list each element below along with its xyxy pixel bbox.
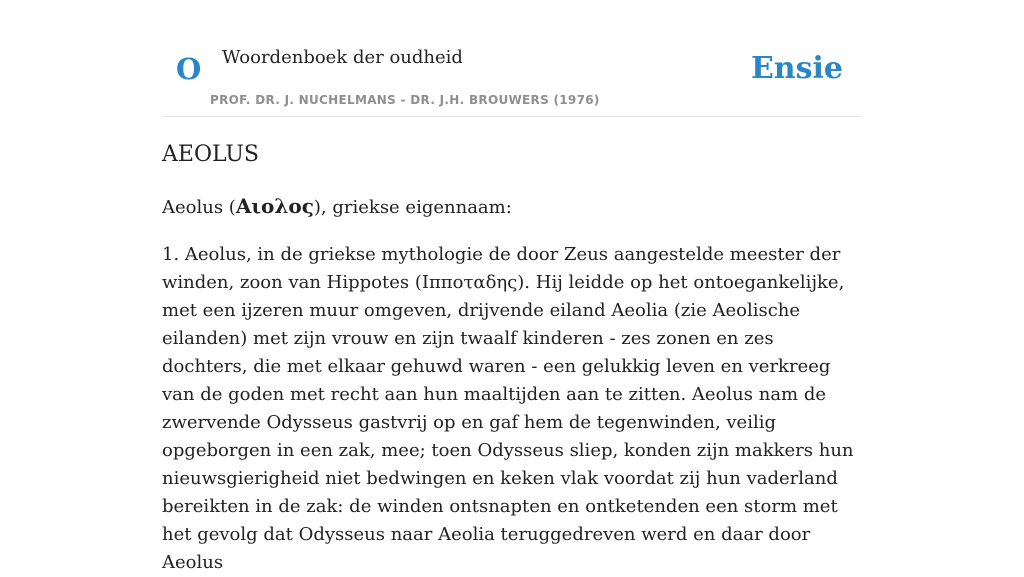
book-header [162, 0, 862, 117]
article-paragraph: 1. Aeolus, in de griekse mythologie de door Zeus aangestelde meester der winden, zoon van Hippotes (Ιπποταδης). Hij leidde op het ontoegankelijke, met een ijzeren muur omgeven, drijvende eiland Aeolia (zie Aeolische eilanden) met zijn vrouw en zijn twaalf kinderen - zes zonen en zes dochters, die met elkaar gehuwd waren - een gelukkig leven en verkreeg van de goden met recht aan hun maaltijden aan te zitten. Aeolus nam de zwervende Odysseus gastvrij op en gaf hem de tegenwinden, veilig opgeborgen in een zak, mee; toen Odysseus sliep, konden zijn makkers hun nieuwsgierigheid niet bedwingen en keken vlak voordat zij hun vaderland bereikten in de zak: de winden ontsnapten en ontketenden een storm met het gevolg dat Odysseus naar Aeolia teruggedreven werd en daar door Aeolus [162, 244, 854, 573]
article-headword: AEOLUS [162, 142, 260, 167]
book-letter-logo: O [176, 52, 202, 86]
article [162, 138, 862, 577]
book-title: Woordenboek der oudheid [222, 47, 463, 68]
intro-prefix: Aeolus ( [162, 197, 236, 218]
book-authors: PROF. DR. J. NUCHELMANS - DR. J.H. BROUWERS (1976) [210, 93, 600, 107]
ensie-brand-link[interactable]: Ensie [750, 51, 843, 86]
intro-suffix: ), griekse eigennaam: [313, 197, 512, 218]
article-intro [162, 192, 862, 222]
intro-greek-name: Αιολος [235, 194, 314, 218]
